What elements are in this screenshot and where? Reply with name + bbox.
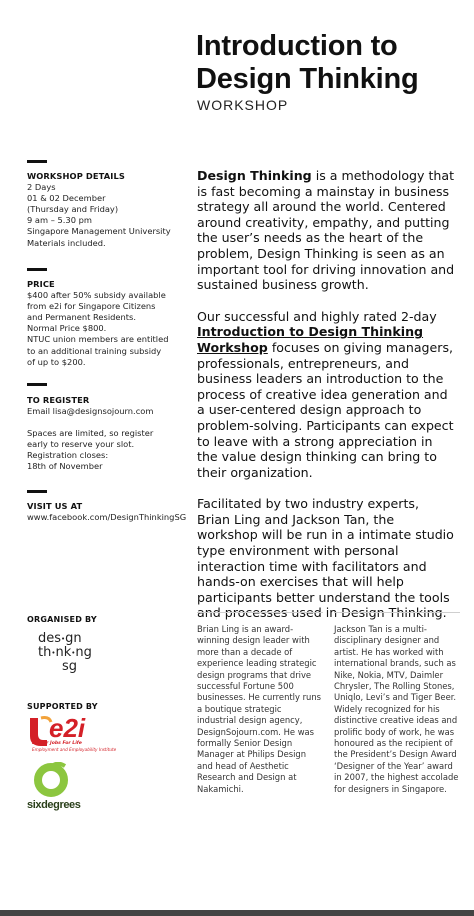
section-divider [27,160,47,163]
paragraph-facilitators: Facilitated by two industry experts, Brian Ling and Jackson Tan, the workshop will be run in a intimate studio type environment with personal interaction time with facilitators and hands-on exercises that will help participants better understand the tools in [197,496,454,621]
register-line: Registration closes: [27,450,109,461]
sixdegrees-ring-icon [27,762,87,800]
paragraph-intro [197,168,455,293]
title-line-2: Design Thinking [196,63,419,95]
details-line: 9 am – 5.30 pm [27,215,92,226]
visit-url[interactable]: www.facebook.com/DesignThinkingSG [27,512,187,523]
price-heading: PRICE [27,279,55,289]
register-line: early to reserve your slot. [27,439,135,450]
logo-part: ng [75,645,92,660]
paragraph-intro-text: is a methodology that is fast becoming a mainstay in business strategy all around the world. Centered around creativity, empathy, and putting the user’s needs as the heart of the problem, Design Thinking is seen as an important tool for driving innovation and sustained business growth. [197,168,455,293]
bio-brian: Brian Ling is an award-winning design leader with more than a decade of experience leading strategic design programs that drive successful Fortune 500 businesses. He currently runs a boutique strategic industrial design agency, DesignSojourn.com. He was formally Senior Design Manager at Philips Design and head of Aesthetic Research and Design at Nakamichi. [197,624,322,794]
supported-by-label: SUPPORTED BY [27,702,98,711]
title-line-1: Introduction to [196,30,398,62]
register-heading: TO REGISTER [27,395,90,405]
workshop-details [27,171,189,249]
register-email[interactable]: Email lisa@designsojourn.com [27,406,154,417]
bio-jackson: Jackson Tan is a multi-disciplinary designer and artist. He has worked with international brands, such as Nike, Nokia, MTV, Daimler Chrysler, The Rolling Stones, Uniqlo, Levi’s and Tiger Beer. Widely recognized for his distinctive creative ideas and prolific body of work, he was honoured as the recipient of the President’s Design Award ‘Designer of the Year’ award in 2007, the highest accolade for designers in Singapore. [334,624,459,794]
e2i-logo [27,714,137,754]
design-thinking-sg-logo [38,632,92,674]
e2i-tagline: Better Jobs For Life [32,741,82,746]
logo-part: th [38,645,52,660]
price-line: NTUC union members are entitled [27,334,169,345]
register-line: Spaces are limited, so register [27,428,154,439]
paragraph-workshop [197,309,455,481]
details-line: Materials included. [27,237,106,248]
sixdegrees-wordmark: sixdegrees [27,799,81,811]
logo-part: gn [65,631,82,646]
e2i-tagline-2: Employment and Employability Institute [32,747,117,752]
logo-dot: • [61,635,66,643]
logo-part: des [38,631,62,646]
register-line: 18th of November [27,461,103,472]
price-line: Normal Price $800. [27,323,107,334]
main-body [197,168,455,637]
visit-section [27,501,189,523]
details-line: 01 & 02 December [27,193,106,204]
page-subtitle: WORKSHOP [197,97,289,113]
price-section [27,279,189,368]
price-line: to an additional training subsidy [27,345,162,356]
footer-bar [0,910,474,916]
e2i-wordmark: e2i [49,713,86,743]
details-line: Singapore Management University [27,226,171,237]
bio-divider [334,612,460,613]
logo-dot: • [51,649,56,657]
logo-dot: • [71,649,76,657]
logo-part: sg [62,659,78,674]
details-line: (Thursday and Friday) [27,204,119,215]
section-divider [27,490,47,493]
page-title [196,30,419,96]
details-line: 2 Days [27,182,56,193]
visit-heading: VISIT US AT [27,501,83,511]
sixdegrees-logo [27,762,87,812]
price-line: and Permanent Residents. [27,312,136,323]
price-line: of up to $200. [27,356,86,367]
paragraph-workshop-text: focuses on giving managers, professionals, entrepreneurs, and business leaders an introduction to the process of creative idea generation and a user-centered design approach to problem-solving. Participants can expect to leave with a strong appreciation in the value design thinking can bring to their organization. [197,339,454,480]
organised-by-label: ORGANISED BY [27,615,97,624]
price-line: from e2i for Singapore Citizens [27,301,156,312]
section-divider [27,383,47,386]
logo-part: nk [55,645,72,660]
price-line: $400 after 50% subsidy available [27,290,166,301]
register-section [27,395,189,473]
design-thinking-term: Design Thinking [197,168,312,183]
workshop-link[interactable]: Introduction to Design Thinking Workshop [197,324,424,355]
details-heading: WORKSHOP DETAILS [27,171,125,181]
bio-divider [197,612,323,613]
paragraph-workshop-start: Our successful and highly rated 2-day [197,308,437,324]
section-divider [27,268,47,271]
